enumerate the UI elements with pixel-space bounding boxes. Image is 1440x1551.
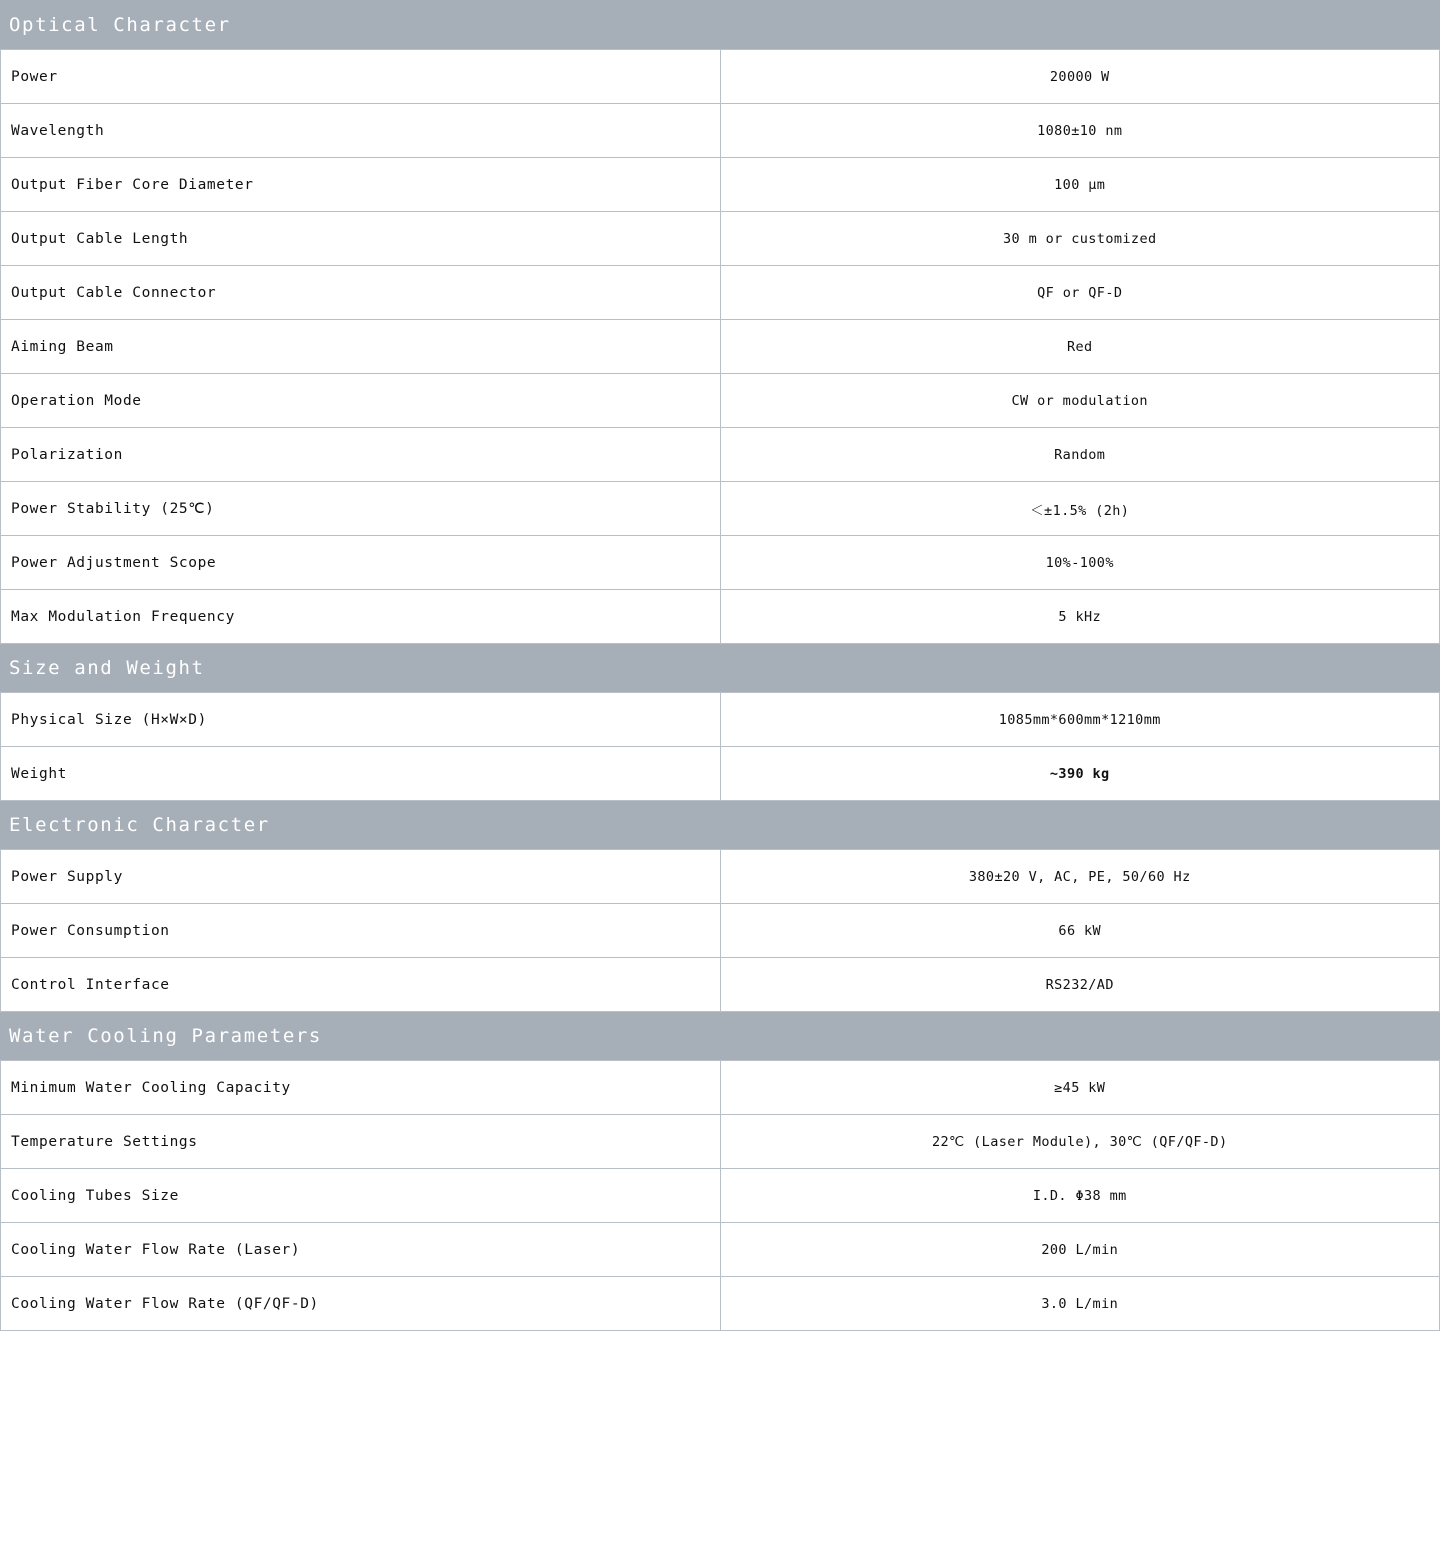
table-row [1, 1061, 1440, 1115]
table-row [1, 1277, 1440, 1331]
spec-value: ~390 kg [720, 747, 1440, 801]
spec-value: 66 kW [720, 904, 1440, 958]
spec-value: Red [720, 320, 1440, 374]
spec-label: Power Adjustment Scope [1, 536, 721, 590]
table-row [1, 536, 1440, 590]
table-row [1, 266, 1440, 320]
spec-value: 1085mm*600mm*1210mm [720, 693, 1440, 747]
section-heading: Optical Character [1, 1, 1440, 50]
spec-label: Physical Size (H×W×D) [1, 693, 721, 747]
spec-label: Output Cable Connector [1, 266, 721, 320]
section-header-row [1, 1012, 1440, 1061]
table-row [1, 693, 1440, 747]
section-header-row [1, 1, 1440, 50]
table-row [1, 850, 1440, 904]
section-header-row [1, 801, 1440, 850]
spec-label: Max Modulation Frequency [1, 590, 721, 644]
spec-value: 20000 W [720, 50, 1440, 104]
spec-value: I.D. Φ38 mm [720, 1169, 1440, 1223]
spec-value: 22℃ (Laser Module), 30℃ (QF/QF-D) [720, 1115, 1440, 1169]
spec-label: Operation Mode [1, 374, 721, 428]
table-row [1, 320, 1440, 374]
table-row [1, 428, 1440, 482]
section-header-row [1, 644, 1440, 693]
table-row [1, 374, 1440, 428]
spec-value: 380±20 V, AC, PE, 50/60 Hz [720, 850, 1440, 904]
spec-value: Random [720, 428, 1440, 482]
table-row [1, 212, 1440, 266]
table-row [1, 1169, 1440, 1223]
spec-label: Output Cable Length [1, 212, 721, 266]
spec-label: Power [1, 50, 721, 104]
spec-label: Aiming Beam [1, 320, 721, 374]
spec-value: ≥45 kW [720, 1061, 1440, 1115]
spec-value: RS232/AD [720, 958, 1440, 1012]
spec-label: Control Interface [1, 958, 721, 1012]
table-row [1, 50, 1440, 104]
table-row [1, 958, 1440, 1012]
table-row [1, 747, 1440, 801]
spec-label: Power Consumption [1, 904, 721, 958]
spec-label: Power Stability (25℃) [1, 482, 721, 536]
table-row [1, 482, 1440, 536]
spec-label: Polarization [1, 428, 721, 482]
table-row [1, 158, 1440, 212]
spec-label: Wavelength [1, 104, 721, 158]
spec-value: 10%-100% [720, 536, 1440, 590]
section-heading: Size and Weight [1, 644, 1440, 693]
spec-value: 5 kHz [720, 590, 1440, 644]
section-heading: Electronic Character [1, 801, 1440, 850]
spec-value: 30 m or customized [720, 212, 1440, 266]
spec-label: Minimum Water Cooling Capacity [1, 1061, 721, 1115]
spec-value: ＜±1.5% (2h) [720, 482, 1440, 536]
spec-value: CW or modulation [720, 374, 1440, 428]
spec-label: Cooling Tubes Size [1, 1169, 721, 1223]
spec-label: Temperature Settings [1, 1115, 721, 1169]
table-row [1, 590, 1440, 644]
spec-value: 100 μm [720, 158, 1440, 212]
spec-value: 1080±10 nm [720, 104, 1440, 158]
spec-label: Weight [1, 747, 721, 801]
section-heading: Water Cooling Parameters [1, 1012, 1440, 1061]
spec-value: 3.0 L/min [720, 1277, 1440, 1331]
table-row [1, 104, 1440, 158]
spec-value: 200 L/min [720, 1223, 1440, 1277]
table-row [1, 1115, 1440, 1169]
spec-label: Power Supply [1, 850, 721, 904]
spec-label: Cooling Water Flow Rate (QF/QF-D) [1, 1277, 721, 1331]
table-row [1, 904, 1440, 958]
spec-value: QF or QF-D [720, 266, 1440, 320]
spec-label: Cooling Water Flow Rate (Laser) [1, 1223, 721, 1277]
table-row [1, 1223, 1440, 1277]
spec-label: Output Fiber Core Diameter [1, 158, 721, 212]
